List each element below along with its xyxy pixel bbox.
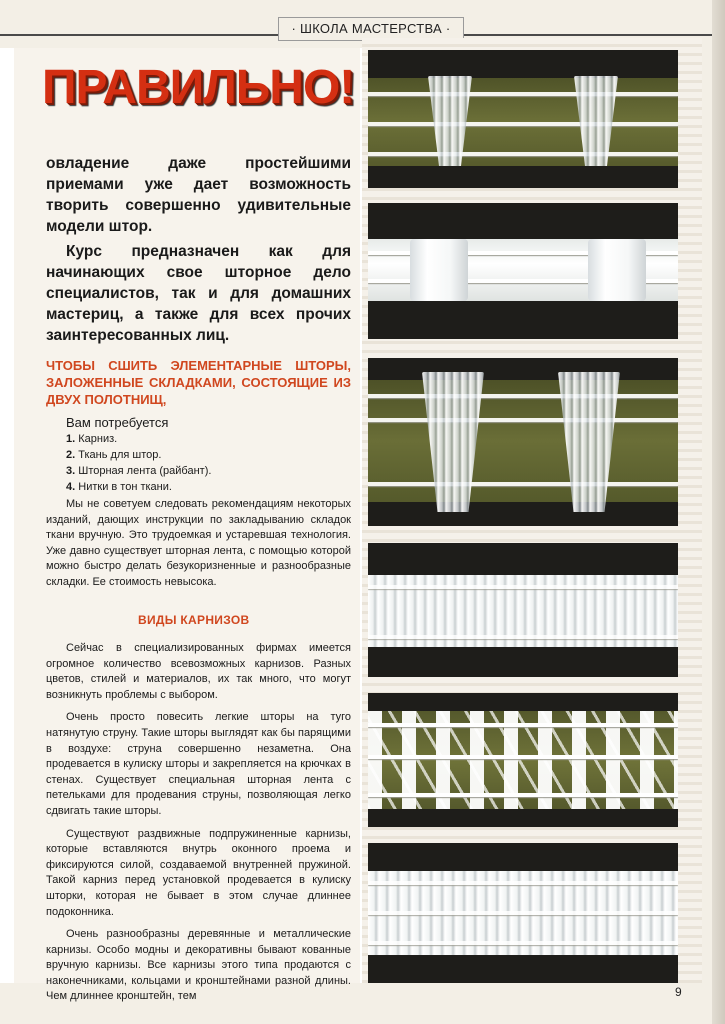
- tape-photo-1: [368, 50, 678, 188]
- list-item: 3. Шторная лента (райбант).: [66, 465, 212, 477]
- tape-photo-3: [368, 358, 678, 526]
- page-title: ПРАВИЛЬНО!: [42, 61, 355, 114]
- body-text-2: [46, 641, 351, 1012]
- section-label: · ШКОЛА МАСТЕРСТВА ·: [278, 17, 464, 41]
- tape-photo-6: [368, 843, 678, 983]
- list-item: 4. Нитки в тон ткани.: [66, 481, 172, 493]
- section-heading-cornices: ВИДЫ КАРНИЗОВ: [138, 613, 250, 627]
- intro-paragraph-1: овладение даже простейшими приемами уже дает возможность творить совершенно удивительные модели штор.: [46, 155, 351, 235]
- list-item: 2. Ткань для штор.: [66, 449, 162, 461]
- page-number: 9: [675, 985, 682, 999]
- needs-title: Вам потребуется: [66, 415, 169, 430]
- needs-list: [66, 431, 211, 495]
- body-text-1: [46, 497, 351, 598]
- tape-photo-5: [368, 693, 678, 827]
- list-item: 1. Карниз.: [66, 433, 118, 445]
- tape-photo-2: [368, 203, 678, 339]
- intro-paragraph-2: Курс предназначен как для начинающих свое шторное дело специалистов, так и для домашних мастериц, а также для всех прочих заинтересованных лиц.: [46, 243, 351, 344]
- subheading: ЧТОБЫ СШИТЬ ЭЛЕМЕНТАРНЫЕ ШТОРЫ, ЗАЛОЖЕННЫЕ СКЛАДКАМИ, СОСТОЯЩИЕ ИЗ ДВУХ ПОЛОТНИЩ,: [46, 358, 351, 407]
- body-paragraph: Мы не советуем следовать рекомендациям некоторых изданий, дающих инструкции по закладыванию складок ткани вручную. Это трудоемкая и устаревшая технология. Уже давно существует шторная лента, с помощью которой можно быстро делать безукоризненные и разнообразные складки. Ее стоимость невысока.: [46, 498, 351, 588]
- body-paragraph: Существуют раздвижные подпружиненные карнизы, которые вставляются внутрь оконного проема и фиксируются силой, создаваемой внутренней пружиной. Такой карниз перед установкой продевается в кулиску шторки, которая не бывает в этом случае длиннее подоконника.: [46, 827, 351, 918]
- intro-text: [46, 153, 351, 346]
- body-paragraph: Очень просто повесить легкие шторы на туго натянутую струну. Такие шторы выглядят как бы парящими в воздухе: струна совершенно незаметна. Она продевается в кулиску шторы и закрепляется на крючках в стенах. Существует специальная шторная лента с петельками для продевания струны, позволяющая легко сдвигать такие шторы.: [46, 711, 351, 817]
- body-paragraph: Сейчас в специализированных фирмах имеется огромное количество всевозможных карнизов. Разных цветов, стилей и материалов, их так много, что могут возникнуть проблемы с выбором.: [46, 642, 351, 701]
- body-paragraph: Очень разнообразны деревянные и металлические карнизы. Особо модны и декоративны бывают кованные вручную карнизы. Все карнизы этого типа продаются с наконечниками, кольцами и кронштейнами разной длины. Чем длиннее кронштейн, тем: [46, 928, 351, 1003]
- page-fold-edge: [712, 0, 725, 1024]
- tape-photo-4: [368, 543, 678, 677]
